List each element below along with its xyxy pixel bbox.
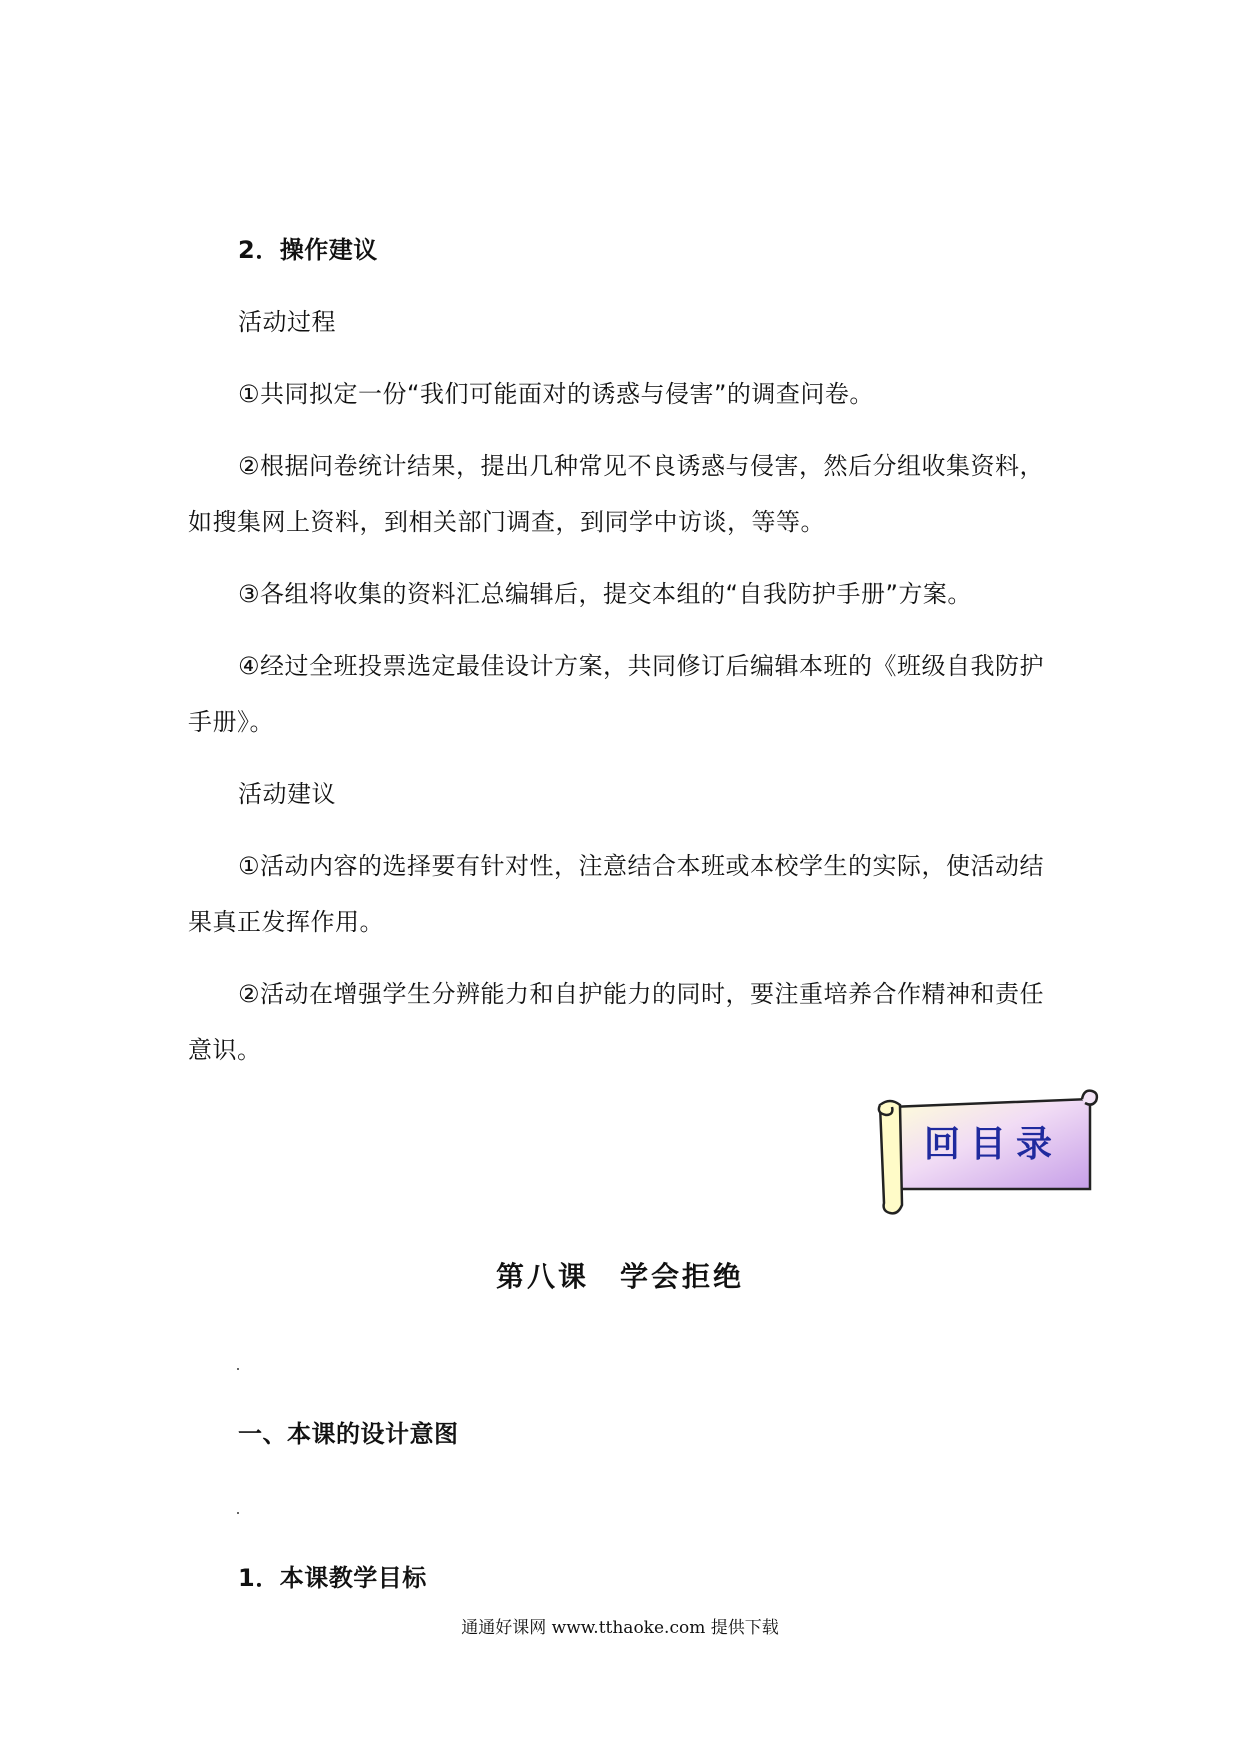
lesson-title: 第八课 学会拒绝 [495, 1260, 744, 1293]
process-step-1: ①共同拟定一份“我们可能面对的诱惑与侵害”的调查问卷。 [238, 380, 874, 408]
sub-heading: 1．本课教学目标 [238, 1564, 427, 1592]
process-step-4: ④经过全班投票选定最佳设计方案，共同修订后编辑本班的《班级自我防护 [238, 652, 1045, 680]
separator-dot [237, 1368, 239, 1370]
separator-dot [237, 1512, 239, 1514]
process-step-4-cont: 手册》。 [188, 708, 274, 736]
suggestion-label: 活动建议 [238, 780, 336, 808]
suggestion-1: ①活动内容的选择要有针对性，注意结合本班或本校学生的实际，使活动结 [238, 852, 1045, 880]
suggestion-2-cont: 意识。 [188, 1036, 262, 1064]
suggestion-1-cont: 果真正发挥作用。 [188, 908, 384, 936]
footer-text[interactable]: 通通好课网 www.tthaoke.com 提供下载 [461, 1618, 779, 1638]
process-step-2-cont: 如搜集网上资料，到相关部门调查，到同学中访谈，等等。 [188, 508, 825, 536]
back-to-toc-label: 回目录 [923, 1122, 1062, 1165]
process-label: 活动过程 [238, 308, 336, 336]
process-step-2: ②根据问卷统计结果，提出几种常见不良诱惑与侵害，然后分组收集资料， [238, 452, 1045, 480]
section-heading: 2．操作建议 [238, 236, 378, 264]
part-heading: 一、本课的设计意图 [238, 1420, 459, 1448]
suggestion-2: ②活动在增强学生分辨能力和自护能力的同时，要注重培养合作精神和责任 [238, 980, 1045, 1008]
process-step-3: ③各组将收集的资料汇总编辑后，提交本组的“自我防护手册”方案。 [238, 580, 972, 608]
back-to-toc-button[interactable] [870, 1085, 1100, 1215]
